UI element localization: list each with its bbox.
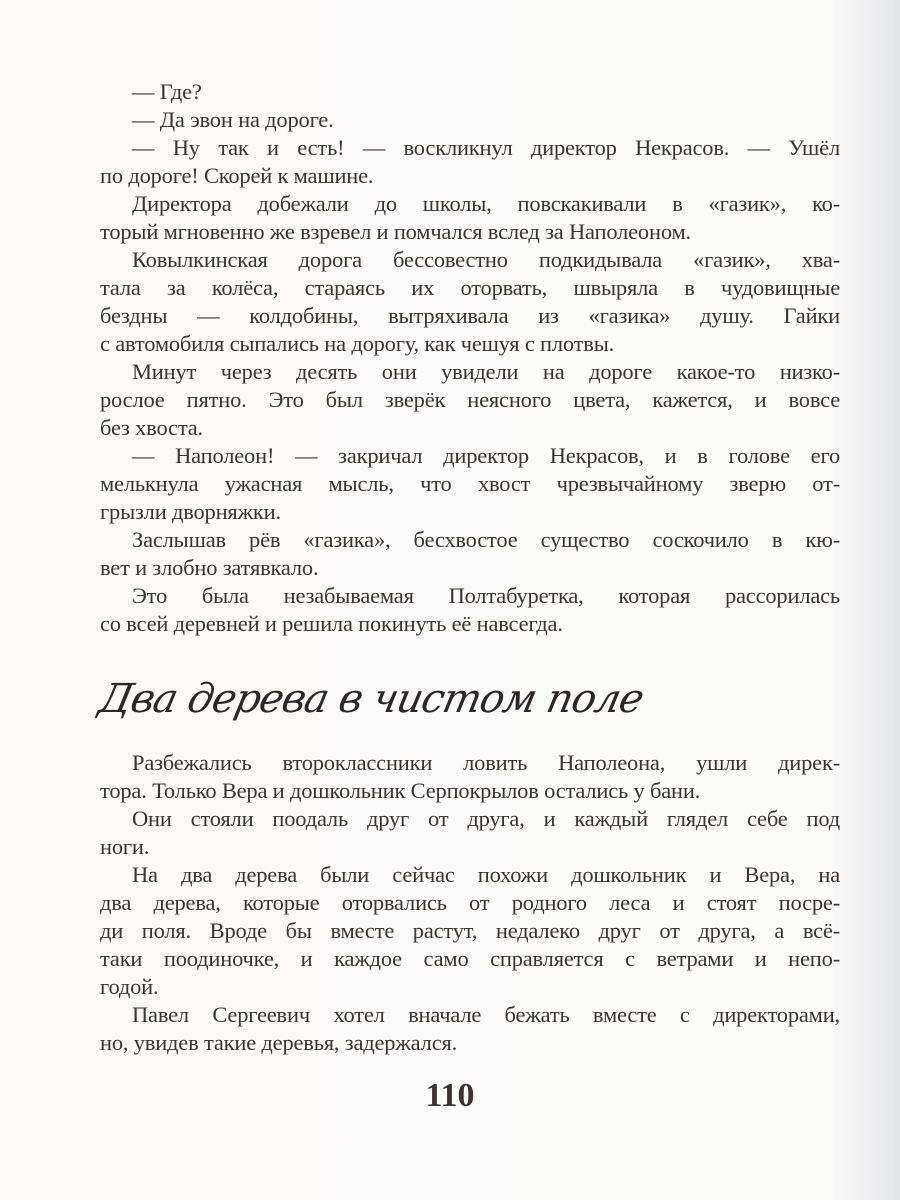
text-line: вет и злобно затявкало.: [100, 555, 319, 580]
text-line: Директора добежали до школы, повскакивали в «газик», ко-: [132, 191, 840, 216]
text-line: бездны — колдобины, вытряхивала из «газика» душу. Гайки: [100, 303, 840, 328]
text-line: Заслышав рёв «газика», бесхвостое существо соскочило в кю-: [132, 527, 840, 552]
text-line: тала за колёса, стараясь их оторвать, швыряла в чудовищные: [100, 275, 840, 300]
page-number: 110: [425, 1077, 475, 1114]
text-line: ноги.: [100, 834, 150, 859]
text-line: Ковылкинская дорога бессовестно подкидывала «газик», хва-: [132, 247, 840, 272]
text-line: — Наполеон! — закричал директор Некрасов, и в голове его: [132, 443, 840, 468]
text-line: — Да эвон на дороге.: [132, 107, 334, 132]
text-line: торый мгновенно же взревел и помчался вслед за Наполеоном.: [100, 219, 691, 244]
section-heading-handwritten: Два дерева в чистом поле: [95, 676, 648, 722]
text-line: Минут через десять они увидели на дороге какое-то низко-: [132, 359, 840, 384]
text-line: ди поля. Вроде бы вместе растут, недалеко друг от друга, а всё-: [100, 918, 840, 943]
text-line: — Ну так и есть! — воскликнул директор Некрасов. — Ушёл: [132, 135, 840, 160]
text-line: по дороге! Скорей к машине.: [100, 163, 374, 188]
text-line: но, увидев такие деревья, задержался.: [100, 1030, 458, 1055]
text-line: тора. Только Вера и дошкольник Серпокрылов остались у бани.: [100, 778, 701, 803]
text-line: — Где?: [132, 79, 202, 104]
text-line: На два дерева были сейчас похожи дошкольник и Вера, на: [132, 862, 840, 887]
text-line: Они стояли поодаль друг от друга, и каждый глядел себе под: [132, 806, 840, 831]
text-line: таки поодиночке, и каждое само справляется с ветрами и непо-: [100, 946, 840, 971]
text-line: Павел Сергеевич хотел вначале бежать вместе с директорами,: [132, 1002, 840, 1027]
text-line: Разбежались второклассники ловить Наполеона, ушли дирек-: [132, 750, 840, 775]
text-line: грызли дворняжки.: [100, 499, 281, 524]
text-line: годой.: [100, 974, 159, 999]
text-line: без хвоста.: [100, 415, 203, 440]
text-line: с автомобиля сыпались на дорогу, как чешуя с плотвы.: [100, 331, 615, 356]
text-line: рослое пятно. Это был зверёк неясного цвета, кажется, и вовсе: [100, 387, 840, 412]
text-line: Это была незабываемая Полтабуретка, которая рассорилась: [132, 583, 840, 608]
text-line: мелькнула ужасная мысль, что хвост чрезвычайному зверю от-: [100, 471, 840, 496]
text-line: со всей деревней и решила покинуть её навсегда.: [100, 611, 563, 636]
text-line: два дерева, которые оторвались от родного леса и стоят посре-: [100, 890, 840, 915]
